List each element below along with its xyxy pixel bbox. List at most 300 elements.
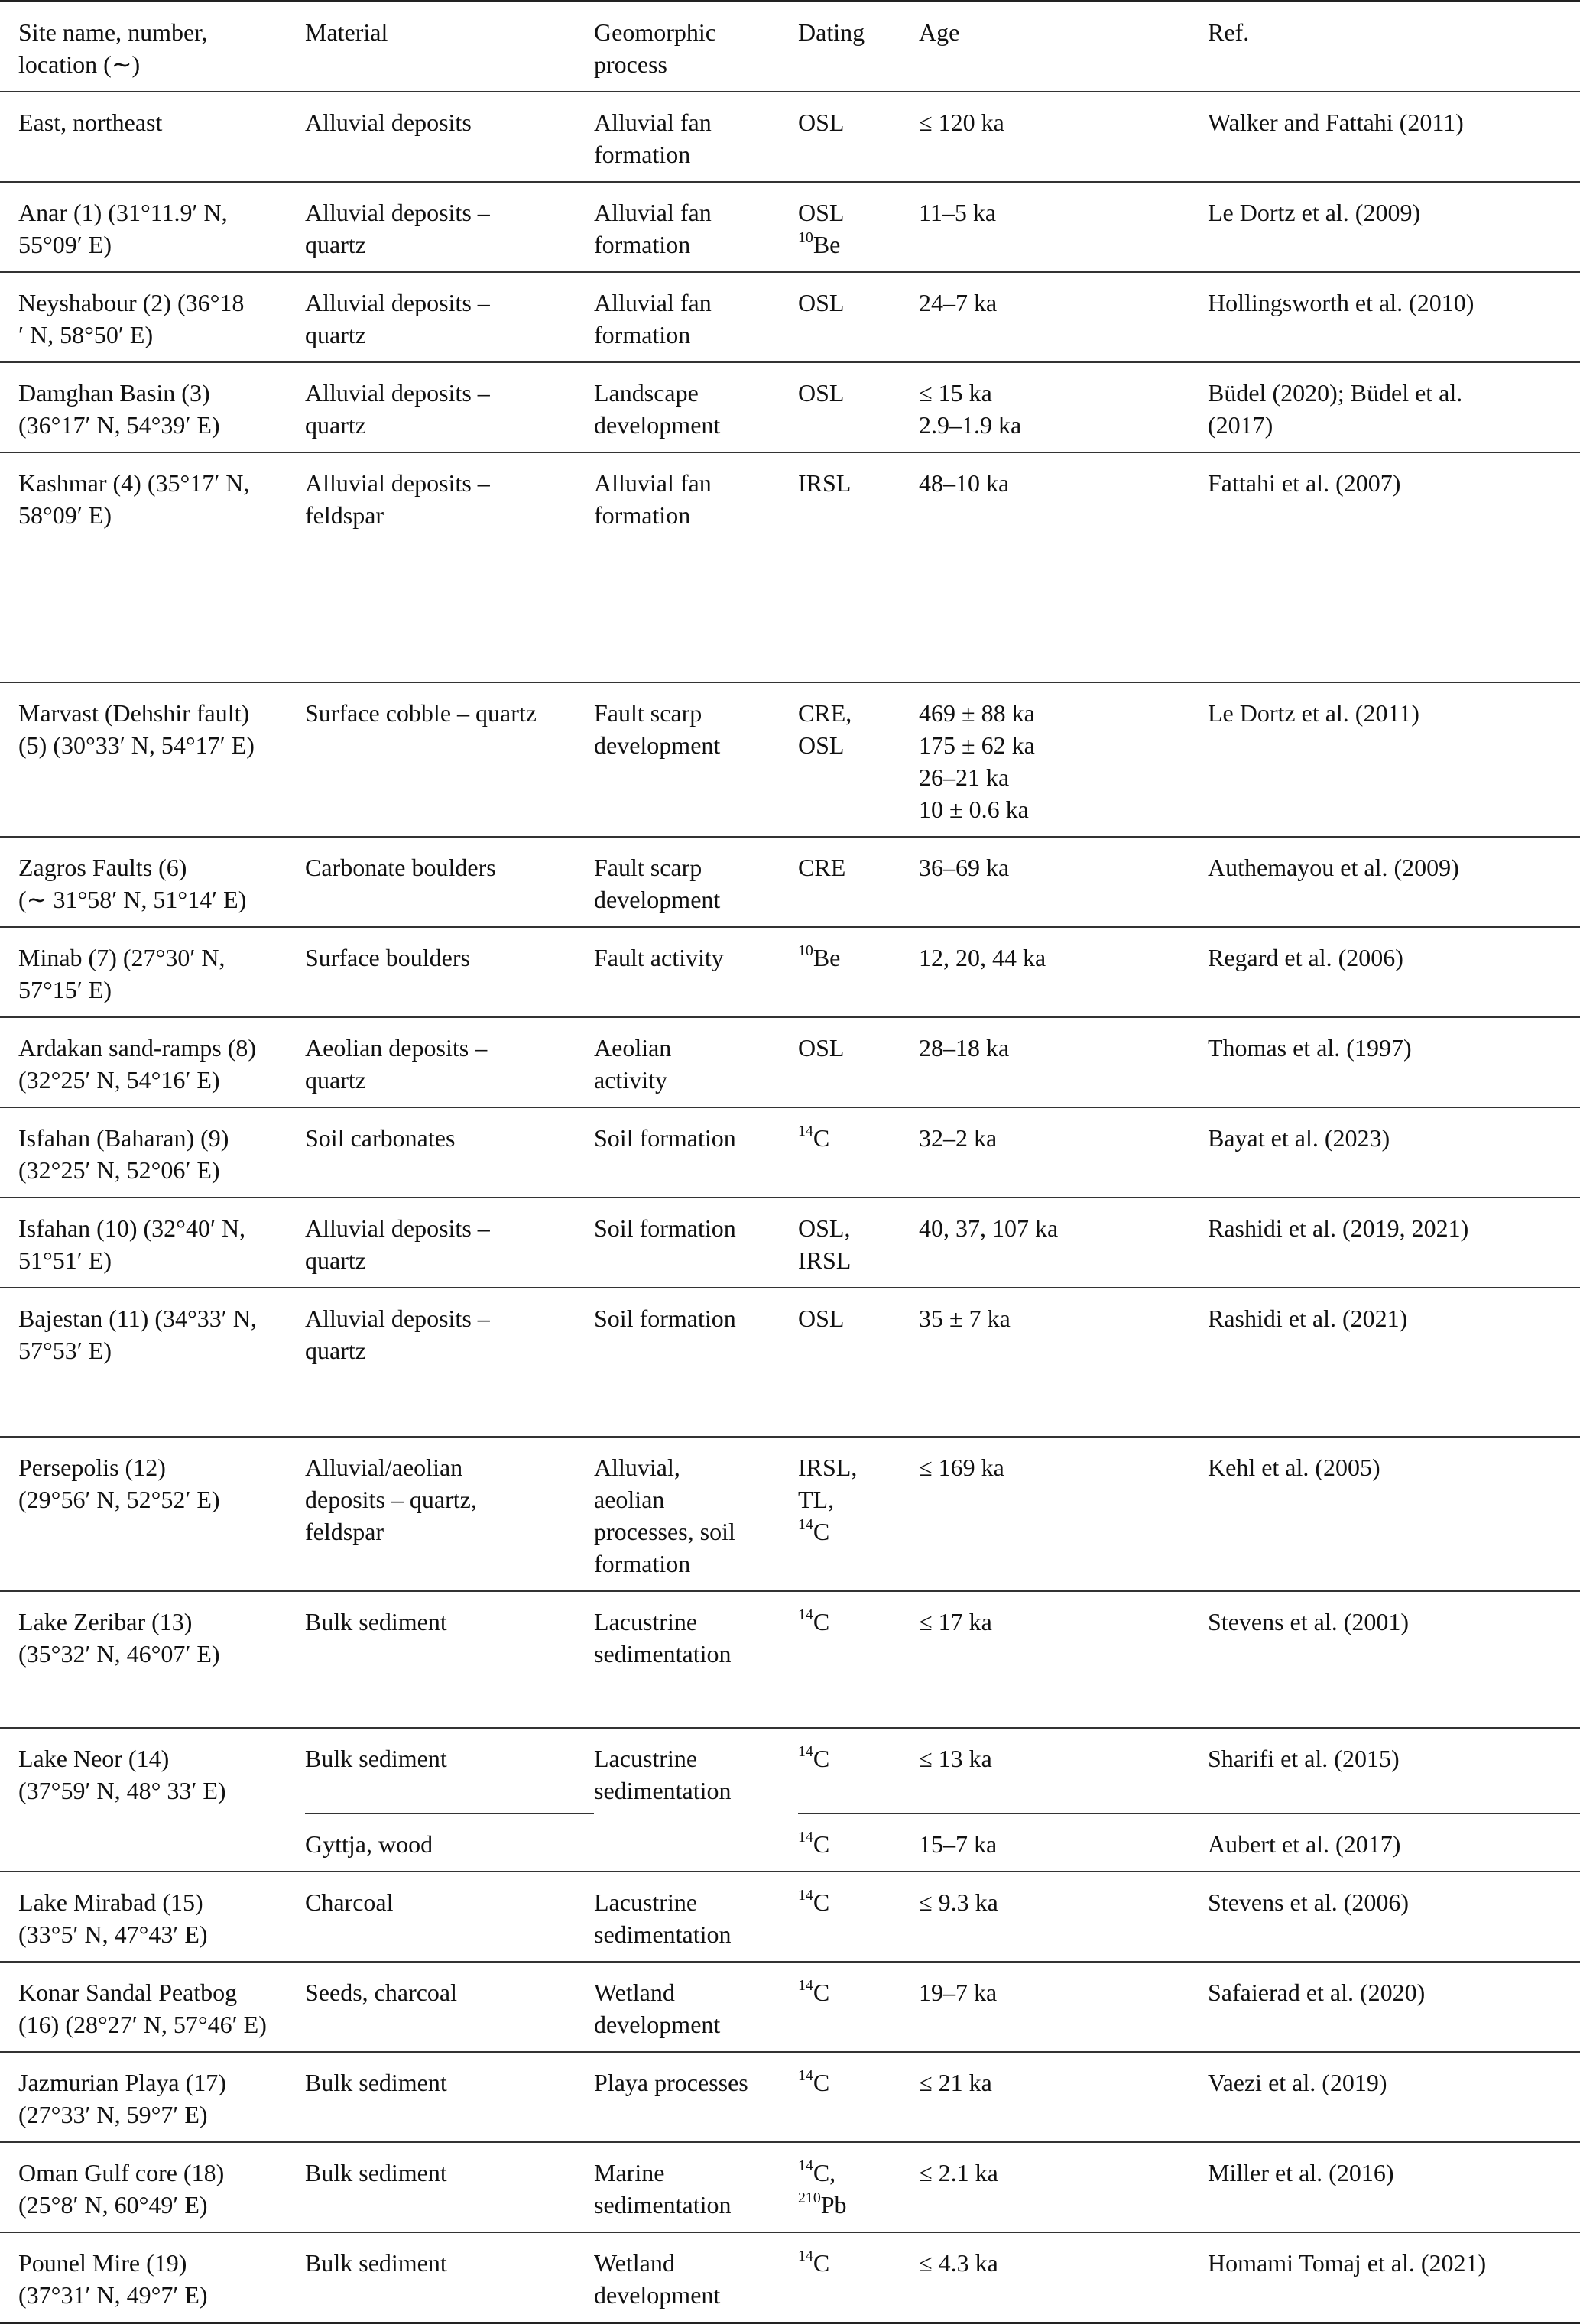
cell-age-line: 469 ± 88 ka: [919, 699, 1035, 727]
table-row: [0, 1198, 1580, 1288]
dating-method: [798, 942, 910, 974]
cell-material: [305, 272, 594, 362]
cell-material: [305, 2052, 594, 2142]
cell-ref: [1208, 362, 1580, 452]
cell-process-line: Lacustrine: [594, 1608, 698, 1635]
cell-ref-line: Le Dortz et al. (2009): [1208, 199, 1421, 226]
cell-age: [919, 1437, 1208, 1591]
dating-method-text: OSL: [798, 109, 845, 136]
cell-process-line: sedimentation: [594, 2191, 732, 2219]
dating-method-text: OSL,: [798, 1214, 851, 1242]
cell-site-line: (25°8′ N, 60°49′ E): [18, 2191, 208, 2219]
cell-process-line: Fault activity: [594, 944, 724, 971]
cell-process: [594, 927, 798, 1017]
cell-dating: [798, 1288, 919, 1437]
cell-material-line: Alluvial/aeolian: [305, 1454, 463, 1481]
column-header-age-line: Age: [919, 18, 960, 46]
column-header-ref: [1208, 2, 1580, 92]
table-row: [0, 1728, 1580, 1813]
cell-site: [0, 1107, 305, 1198]
cell-age-line: 11–5 ka: [919, 199, 997, 226]
cell-age-line: ≤ 4.3 ka: [919, 2249, 998, 2277]
dating-method: [798, 697, 910, 729]
dating-method: [798, 1742, 910, 1775]
table-row: [0, 1872, 1580, 1962]
cell-age-line: 2.9–1.9 ka: [919, 411, 1022, 439]
cell-material: [305, 1728, 594, 1813]
cell-ref: [1208, 1872, 1580, 1962]
cell-process: [594, 2052, 798, 2142]
dating-method: [798, 287, 910, 319]
cell-age: [919, 1107, 1208, 1198]
cell-age-line: 40, 37, 107 ka: [919, 1214, 1059, 1242]
cell-process-line: Alluvial fan: [594, 199, 712, 226]
cell-process-line: Soil formation: [594, 1124, 736, 1152]
cell-material: [305, 1872, 594, 1962]
column-header-ref-line: Ref.: [1208, 18, 1250, 46]
cell-age-line: 28–18 ka: [919, 1034, 1010, 1062]
column-header-site: [0, 2, 305, 92]
cell-material-line: Bulk sediment: [305, 2159, 447, 2186]
dating-method-text: OSL: [798, 731, 845, 759]
cell-process-line: Lacustrine: [594, 1888, 698, 1916]
cell-material: [305, 682, 594, 837]
cell-material: [305, 1591, 594, 1728]
cell-dating: [798, 682, 919, 837]
cell-ref-line: Miller et al. (2016): [1208, 2159, 1394, 2186]
dating-method: [798, 2247, 910, 2279]
cell-dating: [798, 1107, 919, 1198]
cell-site-line: (16) (28°27′ N, 57°46′ E): [18, 2011, 267, 2038]
cell-site-line: Jazmurian Playa (17): [18, 2069, 226, 2096]
cell-process: [594, 1591, 798, 1728]
column-header-dating: [798, 2, 919, 92]
cell-age: [919, 1728, 1208, 1813]
cell-process: [594, 1107, 798, 1198]
dating-method: [798, 106, 910, 138]
dating-method-text: C: [813, 1745, 830, 1772]
dating-method-text: C: [813, 2069, 830, 2096]
cell-process: [594, 837, 798, 927]
cell-material-line: feldspar: [305, 501, 384, 529]
cell-process-line: Wetland: [594, 2249, 675, 2277]
cell-dating: [798, 1198, 919, 1288]
cell-age-line: 48–10 ka: [919, 469, 1010, 497]
isotope-mass-number: 14: [798, 2247, 813, 2264]
dating-method-text: OSL: [798, 379, 845, 407]
cell-site-line: Neyshabour (2) (36°18: [18, 289, 245, 316]
dating-method-text: OSL: [798, 289, 845, 316]
cell-process-line: Fault scarp: [594, 699, 702, 727]
dating-method: [798, 1515, 910, 1548]
cell-age: [919, 2142, 1208, 2232]
cell-site-line: Lake Neor (14): [18, 1745, 170, 1772]
cell-site: [0, 1288, 305, 1437]
isotope-mass-number: 210: [798, 2189, 821, 2206]
dating-method: [798, 1976, 910, 2008]
dating-method-text: IRSL: [798, 469, 852, 497]
cell-ref: [1208, 1017, 1580, 1107]
isotope-mass-number: 10: [798, 229, 813, 246]
cell-site-line: (29°56′ N, 52°52′ E): [18, 1486, 220, 1513]
cell-ref: [1208, 1591, 1580, 1728]
table-row: [0, 1288, 1580, 1437]
isotope-mass-number: 14: [798, 2066, 813, 2084]
table-row: [0, 92, 1580, 182]
table-row: [0, 2052, 1580, 2142]
table-row: [0, 2142, 1580, 2232]
cell-site-line: (∼ 31°58′ N, 51°14′ E): [18, 886, 247, 913]
cell-material-line: Alluvial deposits –: [305, 469, 490, 497]
cell-ref: [1208, 1288, 1580, 1437]
cell-process: [594, 1437, 798, 1591]
cell-ref-line: Thomas et al. (1997): [1208, 1034, 1412, 1062]
cell-material-line: Alluvial deposits –: [305, 1305, 490, 1332]
cell-age: [919, 927, 1208, 1017]
cell-ref: [1208, 2052, 1580, 2142]
isotope-mass-number: 14: [798, 1515, 813, 1533]
cell-process-line: formation: [594, 321, 691, 348]
cell-site-line: 57°53′ E): [18, 1337, 112, 1364]
cell-material-line: Alluvial deposits –: [305, 199, 490, 226]
cell-ref-line: Regard et al. (2006): [1208, 944, 1403, 971]
dating-method: [798, 1483, 910, 1515]
cell-dating: [798, 92, 919, 182]
cell-ref: [1208, 182, 1580, 272]
dating-method-text: Be: [813, 231, 841, 258]
dating-method-text: C: [813, 1518, 830, 1545]
cell-process-line: sedimentation: [594, 1777, 732, 1804]
cell-dating: [798, 1872, 919, 1962]
dating-method: [798, 1828, 910, 1860]
cell-age-line: 12, 20, 44 ka: [919, 944, 1046, 971]
table-row: [0, 682, 1580, 837]
cell-age: [919, 1591, 1208, 1728]
cell-age: [919, 837, 1208, 927]
cell-process-line: formation: [594, 501, 691, 529]
column-header-site-line: Site name, number,: [18, 18, 208, 46]
cell-process: [594, 2232, 798, 2323]
cell-material-line: quartz: [305, 1246, 366, 1274]
cell-material: [305, 92, 594, 182]
cell-site-line: Kashmar (4) (35°17′ N,: [18, 469, 250, 497]
cell-age-line: 175 ± 62 ka: [919, 731, 1035, 759]
cell-ref-line: Homami Tomaj et al. (2021): [1208, 2249, 1487, 2277]
dating-method: [798, 1302, 910, 1334]
cell-site-line: Isfahan (10) (32°40′ N,: [18, 1214, 246, 1242]
cell-site-line: Damghan Basin (3): [18, 379, 210, 407]
cell-material-line: quartz: [305, 321, 366, 348]
table-body: [0, 92, 1580, 2323]
cell-dating: [798, 1962, 919, 2052]
cell-process-line: Alluvial,: [594, 1454, 680, 1481]
cell-site-line: Pounel Mire (19): [18, 2249, 187, 2277]
cell-ref: [1208, 452, 1580, 682]
dating-method-text: OSL: [798, 199, 845, 226]
dating-method-text: C,: [813, 2159, 836, 2186]
cell-process-line: formation: [594, 141, 691, 168]
cell-age-line: 35 ± 7 ka: [919, 1305, 1011, 1332]
cell-process-line: Soil formation: [594, 1214, 736, 1242]
cell-material-line: Bulk sediment: [305, 2249, 447, 2277]
cell-ref-line: Bayat et al. (2023): [1208, 1124, 1390, 1152]
cell-process-line: Soil formation: [594, 1305, 736, 1332]
cell-site: [0, 1017, 305, 1107]
cell-age-line: ≤ 120 ka: [919, 109, 1004, 136]
cell-material: [305, 1962, 594, 2052]
cell-material: [305, 1017, 594, 1107]
cell-site-line: Isfahan (Baharan) (9): [18, 1124, 229, 1152]
cell-site-line: (33°5′ N, 47°43′ E): [18, 1920, 208, 1948]
cell-material-line: quartz: [305, 1337, 366, 1364]
cell-age: [919, 362, 1208, 452]
table-row: [0, 272, 1580, 362]
cell-site-line: Ardakan sand-ramps (8): [18, 1034, 256, 1062]
column-header-dating-line: Dating: [798, 18, 865, 46]
cell-site: [0, 927, 305, 1017]
dating-method-text: C: [813, 1124, 830, 1152]
cell-age: [919, 1017, 1208, 1107]
dating-method: [798, 729, 910, 761]
cell-site: [0, 1872, 305, 1962]
cell-dating: [798, 1591, 919, 1728]
cell-ref: [1208, 272, 1580, 362]
cell-ref-line: (2017): [1208, 411, 1273, 439]
dating-method: [798, 1244, 910, 1276]
table-row: [0, 1437, 1580, 1591]
cell-dating: [798, 1017, 919, 1107]
cell-ref-line: Büdel (2020); Büdel et al.: [1208, 379, 1463, 407]
cell-material-line: Alluvial deposits –: [305, 1214, 490, 1242]
cell-age-line: 26–21 ka: [919, 763, 1010, 791]
cell-site-line: Oman Gulf core (18): [18, 2159, 225, 2186]
cell-process: [594, 452, 798, 682]
cell-age: [919, 1288, 1208, 1437]
cell-site-line: (5) (30°33′ N, 54°17′ E): [18, 731, 255, 759]
cell-site-line: (37°59′ N, 48° 33′ E): [18, 1777, 226, 1804]
dating-method-text: C: [813, 1830, 830, 1858]
cell-material-line: Surface boulders: [305, 944, 470, 971]
column-header-process-line: Geomorphic: [594, 18, 716, 46]
cell-site-line: Lake Mirabad (15): [18, 1888, 203, 1916]
cell-ref: [1208, 2142, 1580, 2232]
cell-process-line: Aeolian: [594, 1034, 672, 1062]
cell-process-line: Alluvial fan: [594, 289, 712, 316]
isotope-mass-number: 14: [798, 1828, 813, 1846]
isotope-mass-number: 14: [798, 1976, 813, 1994]
cell-age: [919, 452, 1208, 682]
cell-material-line: quartz: [305, 411, 366, 439]
cell-material-line: quartz: [305, 1066, 366, 1094]
cell-dating: [798, 2142, 919, 2232]
cell-process-line: Lacustrine: [594, 1745, 698, 1772]
cell-age-line: 24–7 ka: [919, 289, 998, 316]
cell-material-line: Gyttja, wood: [305, 1830, 433, 1858]
cell-age: [919, 1198, 1208, 1288]
column-header-age: [919, 2, 1208, 92]
cell-process-line: formation: [594, 1550, 691, 1577]
cell-process-line: formation: [594, 231, 691, 258]
cell-material-line: Charcoal: [305, 1888, 394, 1916]
cell-ref-line: Hollingsworth et al. (2010): [1208, 289, 1475, 316]
column-header-process-line: process: [594, 50, 667, 78]
cell-ref-line: Le Dortz et al. (2011): [1208, 699, 1419, 727]
cell-process-line: Alluvial fan: [594, 469, 712, 497]
cell-ref-line: Stevens et al. (2006): [1208, 1888, 1410, 1916]
table-row: [0, 2232, 1580, 2323]
cell-material: [305, 1107, 594, 1198]
column-header-process: [594, 2, 798, 92]
cell-site: [0, 272, 305, 362]
cell-material-line: feldspar: [305, 1518, 384, 1545]
cell-ref: [1208, 837, 1580, 927]
cell-site: [0, 837, 305, 927]
cell-process: [594, 1198, 798, 1288]
cell-material: [305, 182, 594, 272]
cell-ref-line: Sharifi et al. (2015): [1208, 1745, 1400, 1772]
cell-process-line: sedimentation: [594, 1920, 732, 1948]
cell-process-line: Playa processes: [594, 2069, 748, 2096]
cell-material-line: Aeolian deposits –: [305, 1034, 488, 1062]
cell-site: [0, 2232, 305, 2323]
cell-material: [305, 837, 594, 927]
cell-ref: [1208, 1813, 1580, 1872]
cell-age-line: 10 ± 0.6 ka: [919, 796, 1029, 823]
cell-ref: [1208, 1107, 1580, 1198]
dating-method-text: Pb: [820, 2191, 847, 2219]
cell-age: [919, 2232, 1208, 2323]
cell-dating: [798, 362, 919, 452]
cell-ref: [1208, 1728, 1580, 1813]
cell-process-line: Alluvial fan: [594, 109, 712, 136]
cell-age-line: ≤ 13 ka: [919, 1745, 992, 1772]
dating-method-text: C: [813, 1979, 830, 2006]
cell-site-line: (32°25′ N, 54°16′ E): [18, 1066, 220, 1094]
cell-material-line: Soil carbonates: [305, 1124, 456, 1152]
dating-method: [798, 2157, 910, 2189]
cell-site-line: ′ N, 58°50′ E): [18, 321, 154, 348]
isotope-mass-number: 14: [798, 1122, 813, 1139]
cell-process-line: activity: [594, 1066, 667, 1094]
cell-age: [919, 682, 1208, 837]
cell-site-line: (36°17′ N, 54°39′ E): [18, 411, 220, 439]
cell-ref-line: Rashidi et al. (2021): [1208, 1305, 1408, 1332]
cell-process-line: Fault scarp: [594, 854, 702, 881]
cell-ref-line: Fattahi et al. (2007): [1208, 469, 1401, 497]
cell-process-line: Marine: [594, 2159, 665, 2186]
cell-ref-line: Authemayou et al. (2009): [1208, 854, 1459, 881]
cell-site-line: Minab (7) (27°30′ N,: [18, 944, 225, 971]
cell-process-line: development: [594, 731, 721, 759]
dating-method-text: C: [813, 1888, 830, 1916]
cell-process-line: development: [594, 2011, 721, 2038]
cell-site-line: Bajestan (11) (34°33′ N,: [18, 1305, 257, 1332]
isotope-mass-number: 14: [798, 1606, 813, 1623]
cell-site-line: (27°33′ N, 59°7′ E): [18, 2101, 208, 2128]
cell-material: [305, 927, 594, 1017]
cell-dating: [798, 272, 919, 362]
dating-method: [798, 377, 910, 409]
cell-site: [0, 2142, 305, 2232]
table-row: [0, 1962, 1580, 2052]
cell-age-line: ≤ 2.1 ka: [919, 2159, 998, 2186]
cell-site: [0, 92, 305, 182]
isotope-mass-number: 10: [798, 942, 813, 959]
cell-age-line: 36–69 ka: [919, 854, 1010, 881]
cell-dating: [798, 2232, 919, 2323]
cell-material-line: Alluvial deposits –: [305, 379, 490, 407]
cell-ref-line: Vaezi et al. (2019): [1208, 2069, 1387, 2096]
dating-method-text: C: [813, 1608, 830, 1635]
cell-dating: [798, 927, 919, 1017]
cell-site: [0, 1962, 305, 2052]
cell-process-line: development: [594, 886, 721, 913]
cell-process: [594, 1288, 798, 1437]
cell-age: [919, 1962, 1208, 2052]
dating-method-text: TL,: [798, 1486, 835, 1513]
cell-dating: [798, 1728, 919, 1813]
cell-age-line: ≤ 21 ka: [919, 2069, 992, 2096]
cell-site: [0, 362, 305, 452]
dating-method-text: IRSL: [798, 1246, 852, 1274]
cell-dating: [798, 2052, 919, 2142]
cell-process: [594, 2142, 798, 2232]
cell-site: [0, 1437, 305, 1591]
dating-method-text: OSL: [798, 1034, 845, 1062]
cell-material-line: Surface cobble – quartz: [305, 699, 537, 727]
cell-age-line: ≤ 15 ka: [919, 379, 992, 407]
cell-process: [594, 1728, 798, 1872]
cell-age-line: 32–2 ka: [919, 1124, 998, 1152]
column-header-site-line: location (∼): [18, 50, 141, 78]
dating-method: [798, 1886, 910, 1918]
column-header-material-line: Material: [305, 18, 388, 46]
cell-dating: [798, 182, 919, 272]
cell-process-line: Landscape: [594, 379, 699, 407]
cell-process-line: aeolian: [594, 1486, 665, 1513]
cell-material: [305, 2142, 594, 2232]
cell-process-line: development: [594, 411, 721, 439]
cell-age-line: ≤ 169 ka: [919, 1454, 1004, 1481]
cell-material-line: Alluvial deposits: [305, 109, 472, 136]
dating-method-text: CRE,: [798, 699, 852, 727]
cell-material-line: Bulk sediment: [305, 1745, 447, 1772]
cell-ref: [1208, 682, 1580, 837]
cell-age-line: 19–7 ka: [919, 1979, 998, 2006]
cell-ref-line: Rashidi et al. (2019, 2021): [1208, 1214, 1469, 1242]
cell-dating: [798, 1437, 919, 1591]
cell-age: [919, 182, 1208, 272]
table-header-row: [0, 2, 1580, 92]
cell-site-line: Marvast (Dehshir fault): [18, 699, 250, 727]
cell-process-line: Wetland: [594, 1979, 675, 2006]
cell-process: [594, 1962, 798, 2052]
cell-ref-line: Safaierad et al. (2020): [1208, 1979, 1426, 2006]
cell-site-line: Anar (1) (31°11.9′ N,: [18, 199, 228, 226]
table-row: [0, 362, 1580, 452]
cell-age-line: 15–7 ka: [919, 1830, 998, 1858]
cell-ref-line: Stevens et al. (2001): [1208, 1608, 1410, 1635]
cell-material-line: Alluvial deposits –: [305, 289, 490, 316]
cell-material: [305, 1288, 594, 1437]
dating-method: [798, 1451, 910, 1483]
cell-age: [919, 272, 1208, 362]
cell-process-line: processes, soil: [594, 1518, 735, 1545]
cell-age: [919, 92, 1208, 182]
cell-ref: [1208, 1437, 1580, 1591]
cell-site: [0, 452, 305, 682]
cell-site-line: (35°32′ N, 46°07′ E): [18, 1640, 220, 1668]
